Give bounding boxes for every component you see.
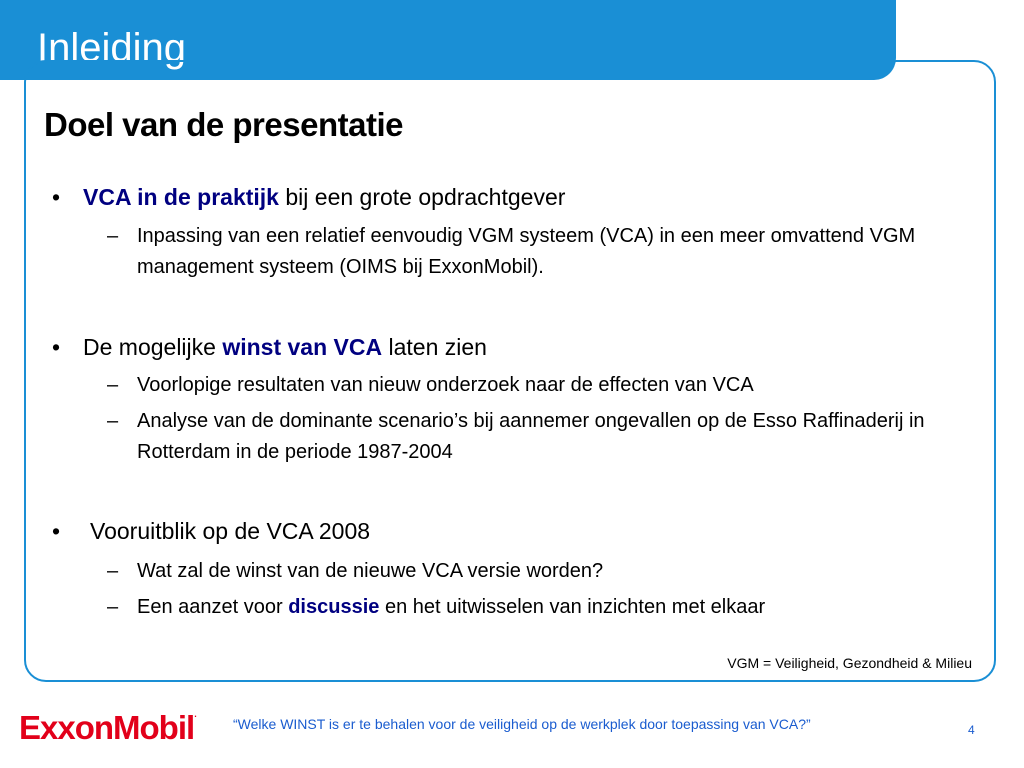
dash-marker: – — [107, 410, 119, 432]
bullet-marker: • — [52, 518, 61, 544]
bullet-pre: De mogelijke — [83, 334, 223, 360]
bullet-marker: • — [52, 334, 61, 360]
bullet-text: Vooruitblik op de VCA 2008 — [90, 518, 371, 544]
footer-quote: “Welke WINST is er te behalen voor de veiligheid op de werkplek door toepassing van VCA?” — [233, 716, 811, 732]
sub-bullet-pre: Een aanzet voor — [137, 596, 289, 618]
sub-bullet-rest: en het uitwisselen van inzichten met elkaar — [379, 596, 766, 618]
dash-marker: – — [107, 374, 119, 396]
bullet-text — [83, 332, 487, 362]
bullet-rest: laten zien — [382, 334, 487, 360]
abbreviation-note: VGM = Veiligheid, Gezondheid & Milieu — [727, 655, 972, 671]
sub-bullet-text: Wat zal de winst van de nieuwe VCA versie worden? — [137, 560, 604, 582]
bullet-marker: • — [52, 184, 61, 210]
sub-bullet-text: Voorlopige resultaten van nieuw onderzoek naar de effecten van VCA — [137, 374, 754, 396]
sub-bullet-highlight: discussie — [288, 596, 380, 618]
bullet-highlight: VCA in de praktijk — [83, 184, 279, 210]
bullet-text — [83, 182, 565, 212]
sub-bullet-text: Analyse van de dominante scenario’s bij aannemer ongevallen op de Esso Raffinaderij in Rotterdam in de periode 1987-2004 — [137, 410, 925, 463]
logo-text: ExxonMobil — [19, 709, 195, 746]
sub-bullet-text — [137, 592, 957, 623]
page-number: 4 — [968, 723, 975, 737]
slide-subtitle: Doel van de presentatie — [44, 106, 403, 143]
dash-marker: – — [107, 596, 119, 618]
bullet-highlight: winst van VCA — [222, 334, 383, 360]
bullet-rest: bij een grote opdrachtgever — [278, 184, 566, 210]
logo-mark: . — [194, 709, 196, 719]
dash-marker: – — [107, 560, 119, 582]
exxonmobil-logo — [19, 709, 196, 747]
slide-section-title: Inleiding — [37, 26, 187, 70]
sub-bullet-text: Inpassing van een relatief eenvoudig VGM systeem (VCA) in een meer omvattend VGM management systeem (OIMS bij ExxonMobil). — [137, 225, 916, 278]
dash-marker: – — [107, 225, 119, 247]
